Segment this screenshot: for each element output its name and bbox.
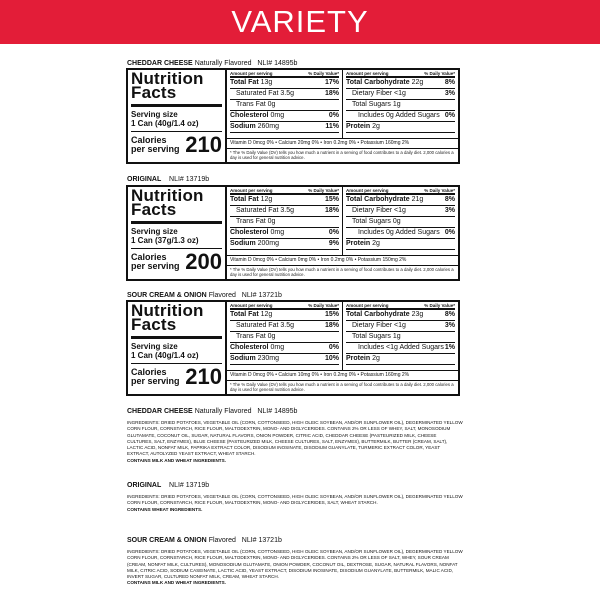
flavor-name: CHEDDAR CHEESE bbox=[127, 60, 193, 67]
ingredients-flavor: SOUR CREAM & ONION bbox=[127, 537, 207, 544]
sugars-row: Total Sugars 1g bbox=[346, 332, 455, 343]
ingredients-nli: NLI# 14895b bbox=[257, 408, 298, 415]
cholesterol-row: Cholesterol 0mg 0% bbox=[230, 343, 339, 354]
amount-per-serving: Amount per serving bbox=[230, 302, 273, 308]
ingredients-block bbox=[127, 549, 463, 587]
ingredients-flavor: CHEDDAR CHEESE bbox=[127, 408, 193, 415]
trans-fat-row: Trans Fat 0g bbox=[230, 217, 339, 228]
calories-label-line2: per serving bbox=[131, 376, 180, 386]
daily-value-header: % Daily Value* bbox=[308, 187, 339, 193]
trans-fat-row: Trans Fat 0g bbox=[230, 100, 339, 111]
total-fat-row: Total Fat 12g 15% bbox=[230, 195, 339, 206]
amount-per-serving: Amount per serving bbox=[346, 187, 389, 193]
amount-per-serving: Amount per serving bbox=[346, 302, 389, 308]
nf-title: Nutrition Facts bbox=[131, 69, 204, 102]
calories-block bbox=[131, 363, 222, 387]
serving-size-label: Serving size bbox=[131, 221, 222, 236]
ingredients-flavor: ORIGINAL bbox=[127, 482, 162, 489]
fiber-row: Dietary Fiber <1g 3% bbox=[346, 89, 455, 100]
daily-value-header: % Daily Value* bbox=[424, 70, 455, 76]
serving-size-label: Serving size bbox=[131, 104, 222, 119]
nf-column-header bbox=[230, 302, 339, 310]
panel-heading bbox=[127, 292, 282, 299]
calories-label-line2: per serving bbox=[131, 144, 180, 154]
vitamins-line: Vitamin D 0mcg 0% • Calcium 0mg 0% • Iron 0.2mg 0% • Potassium 150mg 2% bbox=[227, 255, 458, 265]
protein-row: Protein 2g bbox=[346, 239, 455, 250]
allergen-statement: CONTAINS MILK AND WHEAT INGREDIENTS. bbox=[127, 580, 226, 586]
ingredients-block bbox=[127, 494, 463, 513]
sugars-row: Total Sugars 1g bbox=[346, 100, 455, 111]
banner-title: VARIETY bbox=[231, 4, 369, 39]
nf-fat-column bbox=[227, 187, 342, 255]
nf-column-header bbox=[346, 187, 455, 195]
total-carb-row: Total Carbohydrate 22g 8% bbox=[346, 78, 455, 89]
ingredients-text: INGREDIENTS: DRIED POTATOES, VEGETABLE OIL (CORN, COTTONSEED, HIGH OLEIC SOYBEAN, AND/OR SUNFLOWER OIL), DEGERMINATED YELLOW CORN FLOUR, CORNSTARCH, RICE FLOUR, MALTODEXTRIN, MONO- AND DIGLYCERIDES, SALT, WHEAT STARCH. bbox=[127, 494, 463, 506]
amount-per-serving: Amount per serving bbox=[346, 70, 389, 76]
calories-label bbox=[131, 368, 180, 386]
serving-size-value: 1 Can (37g/1.3 oz) bbox=[131, 236, 199, 245]
nf-carb-column bbox=[342, 70, 458, 138]
nf-column-header bbox=[230, 187, 339, 195]
flavor-name: SOUR CREAM & ONION bbox=[127, 292, 207, 299]
nf-right-column bbox=[227, 187, 458, 279]
nf-title: Nutrition Facts bbox=[131, 186, 204, 219]
daily-value-header: % Daily Value* bbox=[424, 302, 455, 308]
total-carb-row: Total Carbohydrate 23g 8% bbox=[346, 310, 455, 321]
variety-banner bbox=[0, 0, 600, 44]
daily-value-header: % Daily Value* bbox=[308, 302, 339, 308]
nf-right-column bbox=[227, 302, 458, 394]
ingredients-nli: NLI# 13719b bbox=[169, 482, 210, 489]
sugars-row: Total Sugars 0g bbox=[346, 217, 455, 228]
added-sugars-row: Includes <1g Added Sugars 1% bbox=[346, 343, 455, 354]
nf-left-column bbox=[128, 302, 227, 394]
allergen-statement: CONTAINS WHEAT INGREDIENTS. bbox=[127, 506, 203, 512]
total-fat-row: Total Fat 13g 17% bbox=[230, 78, 339, 89]
serving-size-label: Serving size bbox=[131, 336, 222, 351]
nli-code: NLI# 14895b bbox=[257, 60, 298, 67]
fiber-row: Dietary Fiber <1g 3% bbox=[346, 321, 455, 332]
ingredients-heading bbox=[127, 408, 297, 415]
calories-label bbox=[131, 136, 180, 154]
nf-left-column bbox=[128, 70, 227, 162]
nf-right-column bbox=[227, 70, 458, 162]
nf-carb-column bbox=[342, 187, 458, 255]
calories-label-line1: Calories bbox=[131, 252, 167, 262]
amount-per-serving: Amount per serving bbox=[230, 70, 273, 76]
daily-value-header: % Daily Value* bbox=[308, 70, 339, 76]
sodium-row: Sodium 260mg 11% bbox=[230, 122, 339, 133]
calories-value: 210 bbox=[185, 364, 222, 389]
calories-label bbox=[131, 253, 180, 271]
fiber-row: Dietary Fiber <1g 3% bbox=[346, 206, 455, 217]
nf-left-column bbox=[128, 187, 227, 279]
nf-carb-column bbox=[342, 302, 458, 370]
trans-fat-row: Trans Fat 0g bbox=[230, 332, 339, 343]
nutrition-facts-panel bbox=[126, 300, 460, 396]
vitamins-line: Vitamin D 0mcg 0% • Calcium 20mg 0% • Iron 0.2mg 0% • Potassium 160mg 2% bbox=[227, 138, 458, 148]
cholesterol-row: Cholesterol 0mg 0% bbox=[230, 228, 339, 239]
flavor-name: ORIGINAL bbox=[127, 176, 162, 183]
ingredients-text: INGREDIENTS: DRIED POTATOES, VEGETABLE OIL (CORN, COTTONSEED, HIGH OLEIC SOYBEAN, AND/OR SUNFLOWER OIL), DEGERMINATED YELLOW CORN FLOUR, CORNSTARCH, RICE FLOUR, MALTODEXTRIN, MONO- AND DIGLYCERIDES. CONTAINS 2% OR LESS OF WHEY, SALT, MONOSODIUM GLUTAMATE, COCONUT OIL, SUGAR, NATURAL FLAVORS, ONION POWDER, CITRIC ACID, CHEDDAR CHEESE (PASTEURIZED MILK, CHEESE CULTURES, SALT, ENZYMES), BLUE CHEESE (PASTEURIZED MILK, CHEESE CULTURES, SALT, ENZYMES), BUTTERMILK, BUTTER (CREAM, SALT), LACTIC ACID, NONFAT MILK, PAPRIKA EXTRACT COLOR, DISODIUM INOSINATE, DISODIUM GUANYLATE, TURMERIC EXTRACT COLOR, YEAST EXTRACT, AUTOLYZED YEAST EXTRACT, WHEAT STARCH. bbox=[127, 420, 463, 457]
flavor-suffix: Flavored bbox=[208, 292, 236, 299]
nf-title: Nutrition Facts bbox=[131, 301, 204, 334]
sodium-row: Sodium 230mg 10% bbox=[230, 354, 339, 365]
calories-block bbox=[131, 131, 222, 155]
nli-code: NLI# 13719b bbox=[169, 176, 210, 183]
nf-column-header bbox=[230, 70, 339, 78]
protein-row: Protein 2g bbox=[346, 354, 455, 365]
allergen-statement: CONTAINS MILK AND WHEAT INGREDIENTS. bbox=[127, 457, 226, 463]
nf-fat-column bbox=[227, 302, 342, 370]
nutrition-facts-panel bbox=[126, 68, 460, 164]
dv-footnote: * The % Daily Value (DV) tells you how much a nutrient in a serving of food contributes to a daily diet. 2,000 calories a day is used for general nutrition advice. bbox=[227, 148, 458, 162]
nli-code: NLI# 13721b bbox=[241, 292, 282, 299]
sat-fat-row: Saturated Fat 3.5g 18% bbox=[230, 89, 339, 100]
nf-fat-column bbox=[227, 70, 342, 138]
calories-label-line1: Calories bbox=[131, 135, 167, 145]
dv-footnote: * The % Daily Value (DV) tells you how much a nutrient in a serving of food contributes to a daily diet. 2,000 calories a day is used for general nutrition advice. bbox=[227, 380, 458, 394]
daily-value-header: % Daily Value* bbox=[424, 187, 455, 193]
panel-heading bbox=[127, 176, 209, 183]
amount-per-serving: Amount per serving bbox=[230, 187, 273, 193]
nf-column-header bbox=[346, 302, 455, 310]
added-sugars-row: Includes 0g Added Sugars 0% bbox=[346, 228, 455, 239]
calories-label-line2: per serving bbox=[131, 261, 180, 271]
calories-value: 200 bbox=[185, 249, 222, 274]
sat-fat-row: Saturated Fat 3.5g 18% bbox=[230, 206, 339, 217]
ingredients-text: INGREDIENTS: DRIED POTATOES, VEGETABLE OIL (CORN, COTTONSEED, HIGH OLEIC SOYBEAN, AND/OR SUNFLOWER OIL), DEGERMINATED YELLOW CORN FLOUR, CORNSTARCH, RICE FLOUR, MALTODEXTRIN, MONO- AND DIGLYCERIDES. CONTAINS 2% OR LESS OF SALT, WHEY, SOUR CREAM (CREAM, NONFAT MILK, CULTURES), MONOSODIUM GLUTAMATE, ONION POWDER, COCONUT OIL, DEXTROSE, SUGAR, NATURAL FLAVORS, NONFAT MILK, CITRIC ACID, SODIUM CASEINATE, LACTIC ACID, YEAST EXTRACT, DISODIUM INOSINATE, DISODIUM GUANYLATE, BUTTERMILK, MALIC ACID, INVERT SUGAR, CULTURED NONFAT MILK, CREAM, WHEAT STARCH. bbox=[127, 549, 463, 580]
ingredients-nli: NLI# 13721b bbox=[241, 537, 282, 544]
calories-label-line1: Calories bbox=[131, 367, 167, 377]
panel-heading bbox=[127, 60, 297, 67]
serving-size-value: 1 Can (40g/1.4 oz) bbox=[131, 119, 199, 128]
total-fat-row: Total Fat 12g 15% bbox=[230, 310, 339, 321]
calories-value: 210 bbox=[185, 132, 222, 157]
ingredients-heading bbox=[127, 537, 282, 544]
dv-footnote: * The % Daily Value (DV) tells you how much a nutrient in a serving of food contributes to a daily diet. 2,000 calories a day is used for general nutrition advice. bbox=[227, 265, 458, 279]
flavor-suffix: Naturally Flavored bbox=[194, 60, 252, 67]
total-carb-row: Total Carbohydrate 21g 8% bbox=[346, 195, 455, 206]
calories-block bbox=[131, 248, 222, 272]
ingredients-block bbox=[127, 420, 463, 464]
vitamins-line: Vitamin D 0mcg 0% • Calcium 10mg 0% • Iron 0.2mg 0% • Potassium 160mg 2% bbox=[227, 370, 458, 380]
nf-column-header bbox=[346, 70, 455, 78]
ingredients-flavor-suffix: Naturally Flavored bbox=[194, 408, 252, 415]
cholesterol-row: Cholesterol 0mg 0% bbox=[230, 111, 339, 122]
ingredients-flavor-suffix: Flavored bbox=[208, 537, 236, 544]
protein-row: Protein 2g bbox=[346, 122, 455, 133]
ingredients-heading bbox=[127, 482, 209, 489]
sodium-row: Sodium 200mg 9% bbox=[230, 239, 339, 250]
nutrition-facts-panel bbox=[126, 185, 460, 281]
added-sugars-row: Includes 0g Added Sugars 0% bbox=[346, 111, 455, 122]
serving-size-value: 1 Can (40g/1.4 oz) bbox=[131, 351, 199, 360]
sat-fat-row: Saturated Fat 3.5g 18% bbox=[230, 321, 339, 332]
